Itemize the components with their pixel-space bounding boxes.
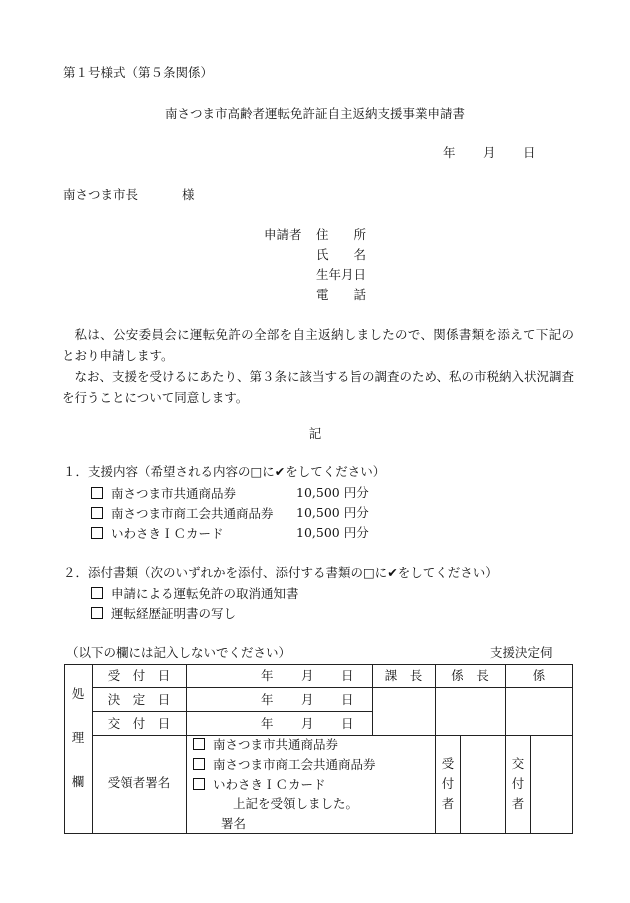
checkbox[interactable] (193, 738, 205, 750)
date-month-label: 月 (301, 692, 314, 707)
date-year-label: 年 (261, 668, 274, 683)
applicant-name-label: 氏 名 (316, 247, 367, 262)
support-option-item (91, 507, 274, 521)
document-title: 南さつま市高齢者運転免許証自主返納支援事業申請書 (164, 106, 465, 121)
support-option-amount: 10,500 円分 (296, 485, 369, 500)
table-rule (460, 735, 461, 833)
support-option-label: 南さつま市共通商品券 (111, 486, 237, 501)
attachment-option-item (91, 607, 236, 621)
support-option-label: 南さつま市商工会共通商品券 (111, 506, 274, 521)
form-number: 第１号様式（第５条関係） (63, 65, 214, 80)
receipt-item-label: 南さつま市商工会共通商品券 (213, 757, 376, 772)
table-rule (186, 665, 187, 833)
table-rule (530, 735, 531, 833)
section1-heading: １．支援内容（希望される内容の□に✔をしてください） (63, 464, 386, 479)
table-rule (92, 735, 573, 736)
table-rule (435, 665, 436, 833)
side-label-char: 処 (71, 686, 85, 701)
checkbox[interactable] (193, 778, 205, 790)
issuer-label-char: 付 (511, 776, 525, 791)
checkbox[interactable] (91, 507, 103, 519)
approval-subsection-chief: 係 長 (451, 668, 489, 683)
issuer-label-char: 交 (511, 756, 525, 771)
table-rule (92, 711, 372, 712)
checkbox[interactable] (91, 607, 103, 619)
attachment-option-item (91, 587, 299, 601)
date-day-label: 日 (341, 692, 354, 707)
ki-heading: 記 (308, 426, 322, 441)
checkbox[interactable] (91, 587, 103, 599)
applicant-birthdate-label: 生年月日 (316, 267, 367, 282)
date-day-label: 日 (341, 668, 354, 683)
approval-staff: 係 (532, 668, 546, 683)
section2-heading: ２．添付書類（次のいずれかを添付、添付する書類の□に✔をしてください） (63, 565, 498, 580)
side-label-char: 欄 (71, 774, 85, 789)
date-month-label: 月 (301, 716, 314, 731)
checkbox[interactable] (91, 527, 103, 539)
date-year-label: 年 (443, 145, 456, 160)
issuer-label-char: 者 (511, 796, 525, 811)
receipt-item (193, 738, 338, 752)
checkbox[interactable] (91, 487, 103, 499)
support-option-amount: 10,500 円分 (296, 525, 369, 540)
receipt-signature-label: 受領者署名 (107, 775, 171, 790)
row-label-received: 受 付 日 (107, 668, 171, 683)
applicant-label: 申請者 (264, 227, 302, 242)
attachment-option-label: 申請による運転免許の取消通知書 (111, 586, 299, 601)
addressee-name: 南さつま市長 (63, 187, 139, 202)
body-paragraph: 私は、公安委員会に運転免許の全部を自主返納しましたので、関係書類を添えて下記のとおり申請します。 (62, 327, 574, 363)
date-year-label: 年 (261, 692, 274, 707)
applicant-phone-label: 電 話 (316, 287, 367, 302)
body-text (62, 324, 574, 408)
body-paragraph: なお、支援を受けるにあたり、第３条に該当する旨の調査のため、私の市税納入状況調査を行うことについて同意します。 (62, 369, 575, 405)
addressee-honorific: 様 (182, 187, 195, 202)
row-label-issued: 交 付 日 (107, 716, 171, 731)
office-title: 支援決定伺 (490, 645, 553, 660)
receipt-item (193, 758, 376, 772)
receipt-item (193, 778, 326, 792)
support-option-amount: 10,500 円分 (296, 505, 369, 520)
date-day-label: 日 (341, 716, 354, 731)
processing-table (64, 664, 573, 834)
support-option-label: いわさきＩＣカード (111, 526, 224, 541)
table-rule (505, 665, 506, 833)
receipt-confirmation: 上記を受領しました。 (233, 796, 359, 811)
receipt-item-label: 南さつま市共通商品券 (213, 737, 339, 752)
table-rule (372, 687, 573, 688)
receiver-label-char: 受 (441, 756, 455, 771)
attachment-option-label: 運転経歴証明書の写し (111, 606, 237, 621)
support-option-item (91, 487, 236, 501)
date-month-label: 月 (483, 145, 496, 160)
receipt-item-label: いわさきＩＣカード (213, 777, 326, 792)
approval-section-chief: 課 長 (384, 668, 423, 683)
table-rule (92, 687, 372, 688)
checkbox[interactable] (193, 758, 205, 770)
side-label-char: 理 (71, 730, 85, 745)
date-day-label: 日 (523, 145, 536, 160)
applicant-address-label: 住 所 (316, 227, 367, 242)
receiver-label-char: 者 (441, 796, 455, 811)
signature-label: 署名 (221, 816, 247, 831)
office-note: （以下の欄には記入しないでください） (66, 645, 292, 660)
table-rule (92, 665, 93, 833)
date-year-label: 年 (261, 716, 274, 731)
row-label-decided: 決 定 日 (107, 692, 171, 707)
receiver-label-char: 付 (441, 776, 455, 791)
support-option-item (91, 527, 224, 541)
date-month-label: 月 (301, 668, 314, 683)
